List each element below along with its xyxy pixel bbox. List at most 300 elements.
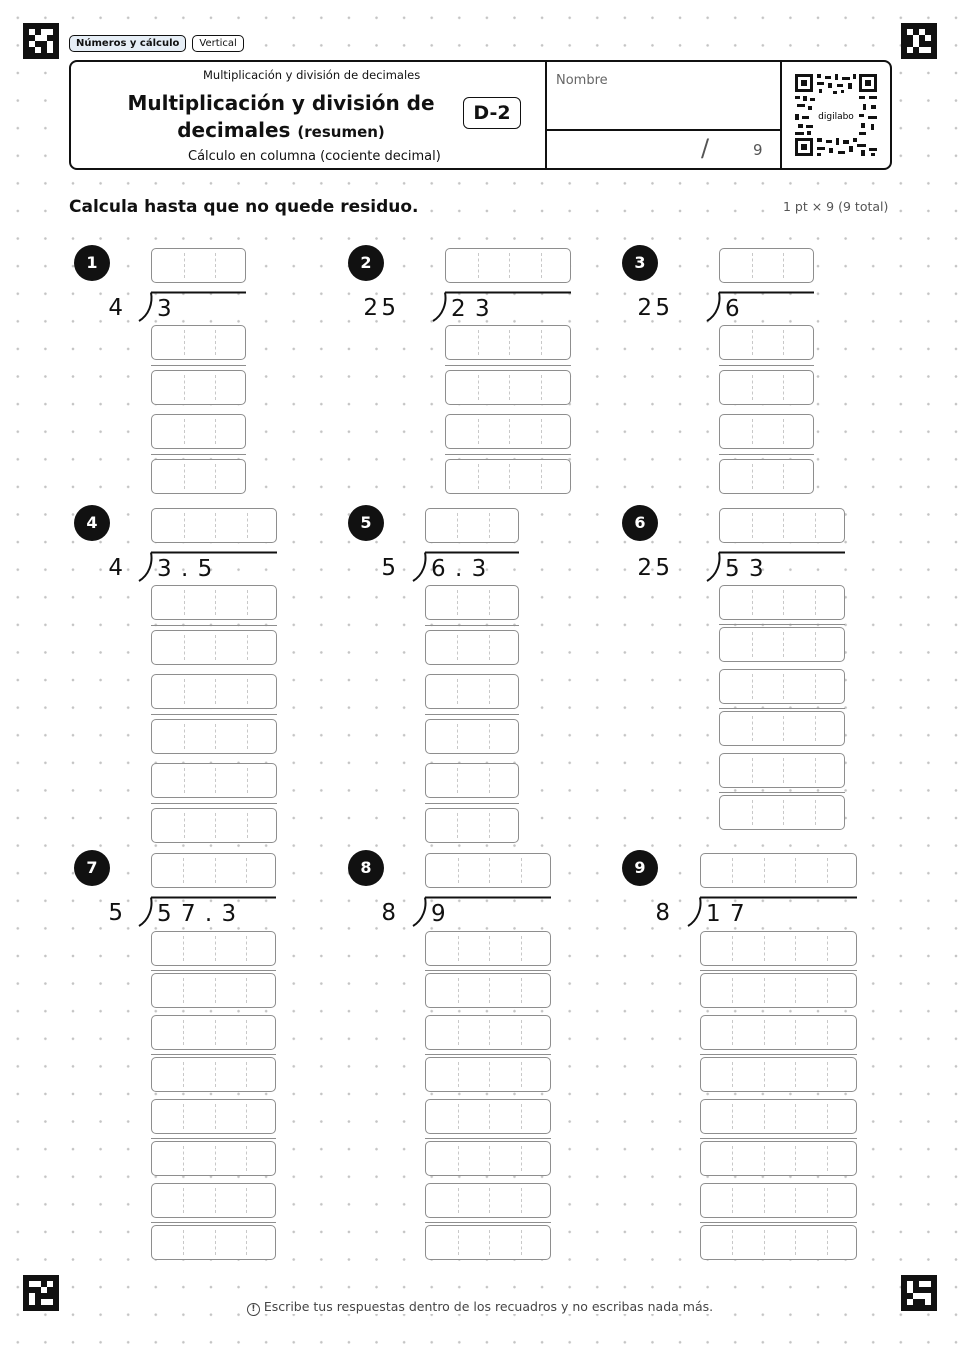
problem-number-badge: 7: [74, 850, 110, 886]
cell-separator: [764, 1188, 765, 1213]
working-answer-box[interactable]: [151, 459, 246, 494]
cell-separator: [247, 679, 248, 704]
cell-separator: [521, 1104, 522, 1129]
cell-separator: [541, 253, 542, 278]
cell-separator: [215, 813, 216, 838]
name-field-label: Nombre: [556, 73, 608, 88]
working-answer-box[interactable]: [445, 459, 571, 494]
cell-separator: [215, 768, 216, 793]
cell-separator: [215, 1230, 216, 1255]
working-answer-box[interactable]: [700, 1225, 857, 1260]
cell-separator: [732, 1230, 733, 1255]
cell-separator: [752, 330, 753, 355]
working-answer-box[interactable]: [700, 1015, 857, 1050]
cell-separator: [247, 813, 248, 838]
cell-separator: [215, 513, 216, 538]
footer-note: Escribe tus respuestas dentro de los recuadros y no escribas nada más.: [263, 1299, 714, 1314]
cell-separator: [783, 330, 784, 355]
cell-separator: [764, 978, 765, 1003]
cell-separator: [752, 375, 753, 400]
working-answer-box[interactable]: [719, 753, 845, 788]
cell-separator: [764, 858, 765, 883]
cell-separator: [752, 464, 753, 489]
quotient-answer-box[interactable]: [425, 853, 551, 888]
cell-separator: [815, 758, 816, 783]
working-answer-box[interactable]: [719, 585, 845, 620]
cell-separator: [183, 936, 184, 961]
divisor: 8: [381, 900, 394, 926]
cell-separator: [732, 858, 733, 883]
subtraction-line: [151, 625, 277, 626]
dividend: 5 3: [725, 556, 765, 582]
subtraction-line: [719, 708, 845, 709]
cell-separator: [489, 679, 490, 704]
cell-separator: [489, 936, 490, 961]
cell-separator: [827, 1020, 828, 1045]
working-answer-box[interactable]: [151, 719, 277, 754]
subtraction-line: [700, 970, 857, 971]
cell-separator: [184, 513, 185, 538]
corner-marker-top-left-icon: [23, 23, 59, 59]
cell-separator: [215, 253, 216, 278]
cell-separator: [183, 978, 184, 1003]
cell-separator: [509, 419, 510, 444]
cell-separator: [215, 936, 216, 961]
cell-separator: [489, 590, 490, 615]
working-answer-box[interactable]: [425, 931, 551, 966]
cell-separator: [184, 768, 185, 793]
divisor: 2 5: [363, 295, 394, 321]
cell-separator: [815, 674, 816, 699]
cell-separator: [184, 375, 185, 400]
subtraction-line: [151, 454, 246, 455]
cell-separator: [184, 419, 185, 444]
cell-separator: [783, 590, 784, 615]
title-suffix: (resumen): [297, 123, 385, 141]
worksheet-header: [69, 60, 892, 170]
subtraction-line: [425, 970, 551, 971]
cell-separator: [827, 978, 828, 1003]
subtraction-line: [151, 1054, 276, 1055]
cell-separator: [184, 253, 185, 278]
score-total: 9: [753, 141, 763, 159]
cell-separator: [815, 513, 816, 538]
cell-separator: [215, 1020, 216, 1045]
cell-separator: [783, 375, 784, 400]
cell-separator: [795, 858, 796, 883]
cell-separator: [489, 768, 490, 793]
problem-number-badge: 9: [622, 850, 658, 886]
cell-separator: [732, 1020, 733, 1045]
cell-separator: [795, 1230, 796, 1255]
cell-separator: [478, 375, 479, 400]
problem-number-badge: 8: [348, 850, 384, 886]
cell-separator: [215, 1062, 216, 1087]
cell-separator: [247, 635, 248, 660]
problem-number-badge: 5: [348, 505, 384, 541]
working-answer-box[interactable]: [151, 585, 277, 620]
cell-separator: [489, 813, 490, 838]
working-answer-box[interactable]: [425, 1225, 551, 1260]
cell-separator: [458, 858, 459, 883]
quotient-answer-box[interactable]: [151, 853, 276, 888]
dividend: 6 . 3: [431, 556, 488, 582]
subtraction-line: [151, 1222, 276, 1223]
divisor: 2 5: [637, 295, 668, 321]
cell-separator: [215, 679, 216, 704]
dividend: 5 7 . 3: [157, 901, 238, 927]
divisor: 4: [108, 555, 121, 581]
header-divider-horizontal: [545, 129, 782, 131]
cell-separator: [215, 419, 216, 444]
footer: [0, 1299, 960, 1316]
division-bracket-icon: [704, 291, 816, 325]
cell-separator: [795, 1062, 796, 1087]
divisor: 8: [655, 900, 668, 926]
cell-separator: [478, 330, 479, 355]
divisor: 5: [108, 900, 121, 926]
problem-number-badge: 6: [622, 505, 658, 541]
cell-separator: [458, 978, 459, 1003]
working-answer-box[interactable]: [719, 414, 814, 449]
cell-separator: [795, 1020, 796, 1045]
cell-separator: [184, 813, 185, 838]
cell-separator: [783, 419, 784, 444]
qr-code-icon: [795, 74, 877, 156]
working-answer-box[interactable]: [719, 711, 845, 746]
cell-separator: [509, 375, 510, 400]
cell-separator: [215, 375, 216, 400]
cell-separator: [521, 858, 522, 883]
cell-separator: [183, 1230, 184, 1255]
working-answer-box[interactable]: [425, 585, 519, 620]
working-answer-box[interactable]: [425, 808, 519, 843]
cell-separator: [489, 1104, 490, 1129]
working-answer-box[interactable]: [719, 627, 845, 662]
cell-separator: [457, 590, 458, 615]
working-answer-box[interactable]: [151, 1015, 276, 1050]
cell-separator: [795, 1188, 796, 1213]
subtraction-line: [719, 365, 814, 366]
working-answer-box[interactable]: [151, 1057, 276, 1092]
cell-separator: [752, 716, 753, 741]
cell-separator: [489, 1062, 490, 1087]
subtraction-line: [425, 714, 519, 715]
cell-separator: [827, 936, 828, 961]
cell-separator: [457, 724, 458, 749]
cell-separator: [827, 858, 828, 883]
working-answer-box[interactable]: [151, 973, 276, 1008]
cell-separator: [521, 978, 522, 1003]
cell-separator: [752, 590, 753, 615]
cell-separator: [783, 674, 784, 699]
cell-separator: [521, 1146, 522, 1171]
format-tag: Vertical: [192, 35, 243, 52]
cell-separator: [215, 1104, 216, 1129]
working-answer-box[interactable]: [151, 1183, 276, 1218]
cell-separator: [783, 758, 784, 783]
working-answer-box[interactable]: [151, 931, 276, 966]
cell-separator: [783, 716, 784, 741]
subtraction-line: [151, 803, 277, 804]
cell-separator: [184, 724, 185, 749]
cell-separator: [246, 936, 247, 961]
quotient-answer-box[interactable]: [151, 508, 277, 543]
working-answer-box[interactable]: [425, 1099, 551, 1134]
subtraction-line: [425, 1054, 551, 1055]
cell-separator: [183, 1104, 184, 1129]
working-answer-box[interactable]: [425, 674, 519, 709]
cell-separator: [732, 978, 733, 1003]
cell-separator: [489, 635, 490, 660]
cell-separator: [541, 419, 542, 444]
category-tag: Números y cálculo: [69, 35, 186, 52]
working-answer-box[interactable]: [425, 1141, 551, 1176]
working-answer-box[interactable]: [719, 669, 845, 704]
title-line-1: Multiplicación y división de: [127, 91, 435, 115]
cell-separator: [458, 1188, 459, 1213]
working-answer-box[interactable]: [151, 414, 246, 449]
cell-separator: [489, 513, 490, 538]
working-answer-box[interactable]: [425, 1015, 551, 1050]
cell-separator: [478, 253, 479, 278]
worksheet-code: D-2: [463, 97, 521, 129]
cell-separator: [732, 1104, 733, 1129]
cell-separator: [827, 1062, 828, 1087]
quotient-answer-box[interactable]: [151, 248, 246, 283]
cell-separator: [247, 724, 248, 749]
cell-separator: [458, 1104, 459, 1129]
working-answer-box[interactable]: [445, 325, 571, 360]
dividend: 1 7: [706, 901, 746, 927]
working-answer-box[interactable]: [719, 325, 814, 360]
cell-separator: [457, 679, 458, 704]
cell-separator: [478, 419, 479, 444]
subtraction-line: [425, 1222, 551, 1223]
subtraction-line: [425, 803, 519, 804]
division-bracket-icon: [136, 291, 248, 325]
cell-separator: [764, 1104, 765, 1129]
cell-separator: [184, 635, 185, 660]
dividend: 2 3: [451, 296, 491, 322]
working-answer-box[interactable]: [719, 370, 814, 405]
cell-separator: [521, 936, 522, 961]
cell-separator: [215, 330, 216, 355]
working-answer-box[interactable]: [445, 370, 571, 405]
problem-number-badge: 4: [74, 505, 110, 541]
working-answer-box[interactable]: [151, 370, 246, 405]
problem-number-badge: 3: [622, 245, 658, 281]
cell-separator: [521, 1230, 522, 1255]
cell-separator: [827, 1104, 828, 1129]
working-answer-box[interactable]: [151, 325, 246, 360]
cell-separator: [215, 978, 216, 1003]
cell-separator: [815, 590, 816, 615]
worksheet-subtitle: Cálculo en columna (cociente decimal): [188, 149, 441, 164]
cell-separator: [509, 464, 510, 489]
alert-circle-icon: !: [247, 1303, 260, 1316]
cell-separator: [795, 1104, 796, 1129]
cell-separator: [815, 800, 816, 825]
cell-separator: [783, 800, 784, 825]
cell-separator: [247, 590, 248, 615]
cell-separator: [521, 1062, 522, 1087]
cell-separator: [458, 1020, 459, 1045]
working-answer-box[interactable]: [151, 763, 277, 798]
cell-separator: [478, 464, 479, 489]
cell-separator: [752, 758, 753, 783]
working-answer-box[interactable]: [700, 1099, 857, 1134]
cell-separator: [795, 978, 796, 1003]
working-answer-box[interactable]: [425, 973, 551, 1008]
cell-separator: [215, 858, 216, 883]
dividend: 9: [431, 901, 447, 927]
cell-separator: [541, 330, 542, 355]
cell-separator: [215, 1188, 216, 1213]
qr-label: digilabo: [818, 112, 854, 122]
cell-separator: [215, 635, 216, 660]
cell-separator: [246, 1188, 247, 1213]
working-answer-box[interactable]: [151, 674, 277, 709]
cell-separator: [752, 632, 753, 657]
cell-separator: [489, 858, 490, 883]
working-answer-box[interactable]: [425, 1183, 551, 1218]
cell-separator: [509, 253, 510, 278]
cell-separator: [752, 253, 753, 278]
working-answer-box[interactable]: [700, 973, 857, 1008]
working-answer-box[interactable]: [151, 808, 277, 843]
working-answer-box[interactable]: [151, 1141, 276, 1176]
subtraction-line: [425, 1138, 551, 1139]
cell-separator: [827, 1188, 828, 1213]
subtraction-line: [719, 454, 814, 455]
working-answer-box[interactable]: [719, 795, 845, 830]
instruction-text: Calcula hasta que no quede residuo.: [69, 197, 419, 217]
cell-separator: [489, 724, 490, 749]
cell-separator: [541, 375, 542, 400]
cell-separator: [783, 632, 784, 657]
cell-separator: [247, 513, 248, 538]
cell-separator: [489, 1188, 490, 1213]
cell-separator: [783, 464, 784, 489]
cell-separator: [732, 1062, 733, 1087]
cell-separator: [489, 1146, 490, 1171]
working-answer-box[interactable]: [719, 459, 814, 494]
cell-separator: [246, 1062, 247, 1087]
worksheet-title: [111, 90, 451, 146]
cell-separator: [184, 590, 185, 615]
cell-separator: [541, 464, 542, 489]
quotient-answer-box[interactable]: [719, 508, 845, 543]
subtraction-line: [719, 792, 845, 793]
working-answer-box[interactable]: [425, 763, 519, 798]
cell-separator: [732, 1146, 733, 1171]
title-line-2: decimales: [177, 118, 291, 142]
cell-separator: [457, 768, 458, 793]
working-answer-box[interactable]: [151, 1225, 276, 1260]
cell-separator: [184, 464, 185, 489]
cell-separator: [489, 978, 490, 1003]
working-answer-box[interactable]: [700, 1141, 857, 1176]
subtraction-line: [445, 454, 571, 455]
cell-separator: [246, 1230, 247, 1255]
subtraction-line: [151, 970, 276, 971]
quotient-answer-box[interactable]: [719, 248, 814, 283]
cell-separator: [521, 1188, 522, 1213]
quotient-answer-box[interactable]: [700, 853, 857, 888]
cell-separator: [458, 936, 459, 961]
dividend: 3: [157, 296, 173, 322]
cell-separator: [246, 1146, 247, 1171]
corner-marker-top-right-icon: [901, 23, 937, 59]
working-answer-box[interactable]: [700, 1057, 857, 1092]
divisor: 4: [108, 295, 121, 321]
working-answer-box[interactable]: [445, 414, 571, 449]
cell-separator: [184, 330, 185, 355]
cell-separator: [795, 1146, 796, 1171]
cell-separator: [246, 978, 247, 1003]
subtraction-line: [445, 365, 571, 366]
cell-separator: [764, 1020, 765, 1045]
problem-number-badge: 2: [348, 245, 384, 281]
cell-separator: [457, 513, 458, 538]
subtraction-line: [700, 1054, 857, 1055]
subtraction-line: [151, 1138, 276, 1139]
cell-separator: [215, 724, 216, 749]
header-divider-qr: [780, 62, 782, 168]
cell-separator: [183, 1062, 184, 1087]
subtraction-line: [700, 1138, 857, 1139]
cell-separator: [458, 1062, 459, 1087]
working-answer-box[interactable]: [151, 1099, 276, 1134]
cell-separator: [457, 635, 458, 660]
cell-separator: [764, 1230, 765, 1255]
cell-separator: [509, 330, 510, 355]
cell-separator: [815, 716, 816, 741]
cell-separator: [752, 419, 753, 444]
scoring-note: 1 pt × 9 (9 total): [783, 199, 889, 214]
cell-separator: [458, 1230, 459, 1255]
subtraction-line: [151, 365, 246, 366]
cell-separator: [184, 679, 185, 704]
cell-separator: [215, 464, 216, 489]
quotient-answer-box[interactable]: [445, 248, 571, 283]
working-answer-box[interactable]: [700, 1183, 857, 1218]
working-answer-box[interactable]: [425, 630, 519, 665]
divisor: 2 5: [637, 555, 668, 581]
working-answer-box[interactable]: [700, 931, 857, 966]
cell-separator: [783, 513, 784, 538]
quotient-answer-box[interactable]: [425, 508, 519, 543]
cell-separator: [489, 1020, 490, 1045]
working-answer-box[interactable]: [151, 630, 277, 665]
cell-separator: [247, 768, 248, 793]
category-tags: [69, 35, 244, 52]
cell-separator: [215, 590, 216, 615]
subtraction-line: [719, 624, 845, 625]
cell-separator: [183, 1020, 184, 1045]
cell-separator: [752, 674, 753, 699]
cell-separator: [457, 813, 458, 838]
cell-separator: [764, 1062, 765, 1087]
dividend: 6: [725, 296, 741, 322]
working-answer-box[interactable]: [425, 719, 519, 754]
cell-separator: [458, 1146, 459, 1171]
cell-separator: [752, 513, 753, 538]
score-slash: /: [701, 134, 710, 162]
working-answer-box[interactable]: [425, 1057, 551, 1092]
cell-separator: [521, 1020, 522, 1045]
